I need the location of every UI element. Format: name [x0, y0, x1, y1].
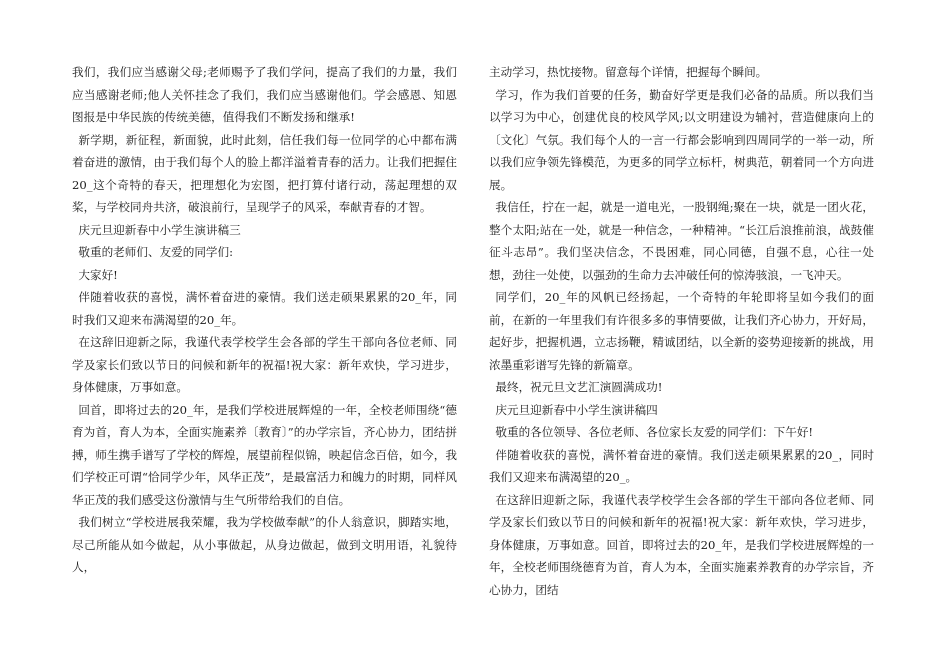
- paragraph: 主动学习，热忱接物。留意每个详情，把握每个瞬间。: [489, 65, 768, 79]
- left-column: [72, 61, 457, 579]
- paragraph: 我们树立“学校进展我荣耀，我为学校做奉献”的仆人翁意识，脚踏实地，尽己所能从如今做起，从小事做起，从身边做起，做到文明用语，礼貌待人，: [72, 515, 457, 574]
- paragraph: 在这辞旧迎新之际，我谨代表学校学生会各部的学生干部向各位老师、同学及家长们致以节日的问候和新年的祝福!祝大家：新年欢快，学习进步，身体健康，万事如意。回首，即将过去的20_年，是我们学校进展辉煌的一年，全校老师围绕德育为首，育人为本，全面实施素养教育的办学宗旨，齐心协力，团结: [489, 492, 874, 597]
- paragraph: 大家好!: [78, 267, 118, 282]
- paragraph: 伴随着收获的喜悦，满怀着奋进的豪情。我们送走硕果累累的20_年，同时我们又迎来布满渴望的20_年。: [72, 290, 457, 327]
- paragraph: 敬重的老师们、友爱的同学们:: [78, 245, 234, 259]
- paragraph: 伴随着收获的喜悦，满怀着奋进的豪情。我们送走硕果累累的20_，同时我们又迎来布满渴望的20_。: [489, 447, 874, 484]
- paragraph: 敬重的各位领导、各位老师、各位家长友爱的同学们：下午好!: [495, 425, 814, 439]
- paragraph: 回首，即将过去的20_年，是我们学校进展辉煌的一年，全校老师围绕“德育为首，育人为本，全面实施素养〔教育〕”的办学宗旨，齐心协力，团结拼搏，师生携手谱写了学校的辉煌，展望前程似锦，映起信念百倍，如今，我们学校正可谓“恰同学少年，风华正茂”，是最富活力和魄力的时期，同样风华正茂的我们感受这份激情与生气所带给我们的自信。: [72, 402, 457, 507]
- paragraph: 庆元旦迎新春中小学生演讲稿四: [495, 402, 658, 417]
- paragraph: 我们，我们应当感谢父母;老师赐予了我们学问，提高了我们的力量，我们应当感谢老师;他人关怀挂念了我们，我们应当感谢他们。学会感恩、知恩图报是中华民族的传统美德，值得我们不断发扬和继承!: [72, 65, 457, 124]
- paragraph: 在这辞旧迎新之际，我谨代表学校学生会各部的学生干部向各位老师、同学及家长们致以节日的问候和新年的祝福!祝大家：新年欢快，学习进步，身体健康，万事如意。: [72, 335, 457, 394]
- paragraph: 最终，祝元旦文艺汇演圆满成功!: [495, 380, 663, 394]
- paragraph: 同学们，20_年的风帆已经扬起，一个奇特的年轮即将呈如今我们的面前，在新的一年里我们有许很多多的事情要做，让我们齐心协力，开好局，起好步，把握机遇，立志扬鞭，精诚团结，以全新的姿势迎接新的挑战，用浓墨重彩谱写先锋的新篇章。: [489, 290, 874, 372]
- paragraph: 新学期，新征程，新面貌，此时此刻，信任我们每一位同学的心中都布满着奋进的激情，由于我们每个人的脸上都洋溢着青春的活力。让我们把握住20_这个奇特的春天，把理想化为宏图，把打算付诸行动，荡起理想的双桨，与学校同舟共济，破浪前行，呈现学子的风采，奉献青春的才智。: [72, 132, 457, 214]
- paragraph: 我信任，拧在一起，就是一道电光，一股钢绳;聚在一块，就是一团火花，整个太阳;站在一处，就是一种信念，一种精神。“长江后浪推前浪，战鼓催征斗志昂”。我们坚决信念，不畏困难，同心同德，自强不息，心往一处想，劲往一处使，以强劲的生命力去冲破任何的惊涛骇浪，一飞冲天。: [489, 200, 874, 282]
- paragraph: 学习，作为我们首要的任务，勤奋好学更是我们必备的品质。所以我们当以学习为中心，创建优良的校风学风;以文明建设为辅衬，营造健康向上的〔文化〕气氛。我们每个人的一言一行都会影响到四周同学的一举一动，所以我们应争领先锋模范，为更多的同学立标杆，树典范，朝着同一个方向进展。: [489, 87, 874, 192]
- right-column: [489, 61, 874, 601]
- paragraph: 庆元旦迎新春中小学生演讲稿三: [78, 222, 241, 237]
